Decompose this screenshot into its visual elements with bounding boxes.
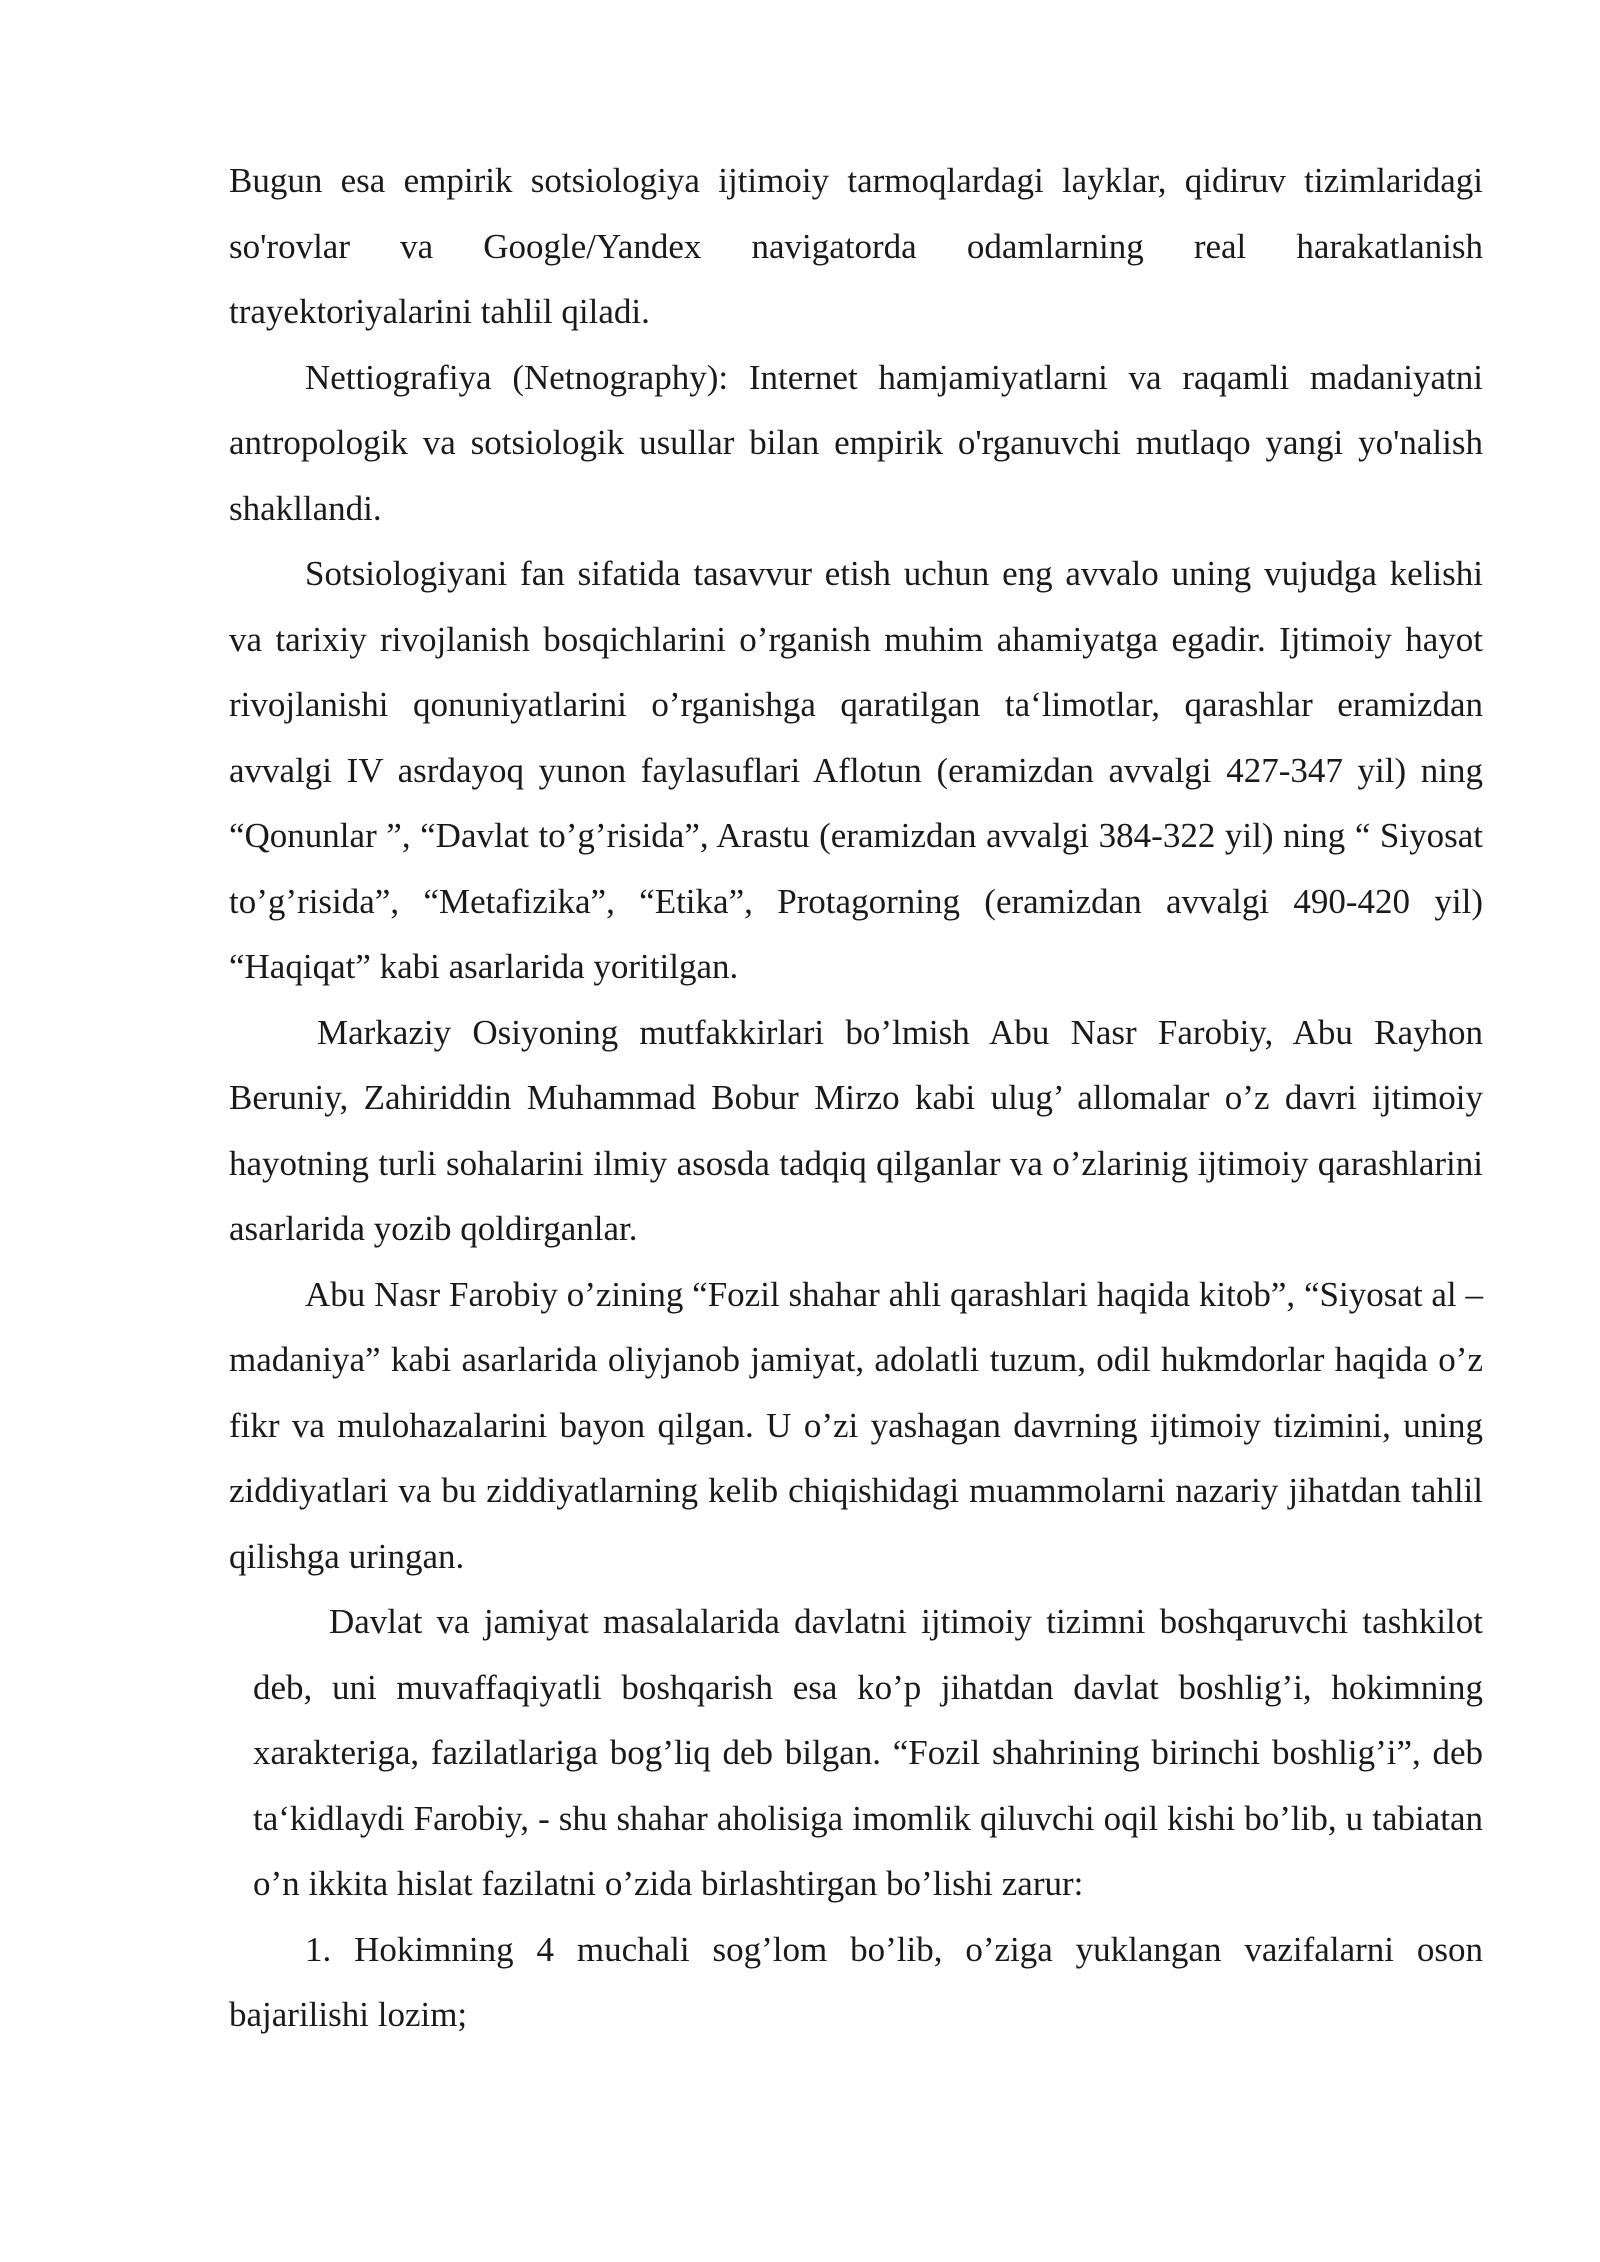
paragraph-farobiy-works: Abu Nasr Farobiy o’zining “Fozil shahar ahli qarashlari haqida kitob”, “Siyosat al – madaniya” kabi asarlarida oliyjanob jamiyat, adolatli tuzum, odil hukmdorlar haqida o’z fikr va mulohazalarini bayon qilgan. U o’zi yashagan davrning ijtimoiy tizimini, uning ziddiyatlari va bu ziddiyatlarning kelib chiqishidagi muammolarni nazariy jihatdan tahlil qilishga uringan.: [229, 1274, 1483, 1576]
paragraph-netnography: Nettiografiya (Netnography): Internet hamjamiyatlarni va raqamli madaniyatni antropologik va sotsiologik usullar bilan empirik o'rganuvchi mutlaqo yangi yo'nalish shakllandi.: [229, 357, 1483, 528]
paragraph-empirical-sociology: Bugun esa empirik sotsiologiya ijtimoiy tarmoqlardagi layklar, qidiruv tizimlaridagi so'rovlar va Google/Yandex navigatorda odamlarning real harakatlanish trayektoriyalarini tahlil qiladi.: [229, 161, 1483, 331]
document-body: [229, 148, 1483, 2048]
paragraph-history-of-sociology: Sotsiologiyani fan sifatida tasavvur etish uchun eng avvalo uning vujudga kelishi va tarixiy rivojlanish bosqichlarini o’rganish muhim ahamiyatga egadir. Ijtimoiy hayot rivojlanishi qonuniyatlarini o’rganishga qaratilgan ta‘limotlar, qarashlar eramizdan avvalgi IV asrdayoq yunon faylasuflari Aflotun (eramizdan avvalgi 427-347 yil) ning “Qonunlar ”, “Davlat to’g’risida”, Arastu (eramizdan avvalgi 384-322 yil) ning “ Siyosat to’g’risida”, “Metafizika”, “Etika”, Protagorning (eramizdan avvalgi 490-420 yil) “Haqiqat” kabi asarlarida yoritilgan.: [229, 554, 1483, 986]
list-item-1: 1. Hokimning 4 muchali sog’lom bo’lib, o’ziga yuklangan vazifalarni oson bajarilishi lozim;: [229, 1929, 1483, 2034]
paragraph-state-and-society: Davlat va jamiyat masalalarida davlatni ijtimoiy tizimni boshqaruvchi tashkilot deb, uni muvaffaqiyatli boshqarish esa ko’p jihatdan davlat boshlig’i, hokimning xarakteriga, fazilatlariga bog’liq deb bilgan. “Fozil shahrining birinchi boshlig’i”, deb ta‘kidlaydi Farobiy, - shu shahar aholisiga imomlik qiluvchi oqil kishi bo’lib, u tabiatan o’n ikkita hislat fazilatni o’zida birlashtirgan bo’lishi zarur:: [253, 1602, 1483, 1903]
paragraph-central-asian-thinkers: Markaziy Osiyoning mutfakkirlari bo’lmish Abu Nasr Farobiy, Abu Rayhon Beruniy, Zahiriddin Muhammad Bobur Mirzo kabi ulug’ allomalar o’z davri ijtimoiy hayotning turli sohalarini ilmiy asosda tadqiq qilganlar va o’zlarinig ijtimoiy qarashlarini asarlarida yozib qoldirganlar.: [229, 1012, 1483, 1248]
